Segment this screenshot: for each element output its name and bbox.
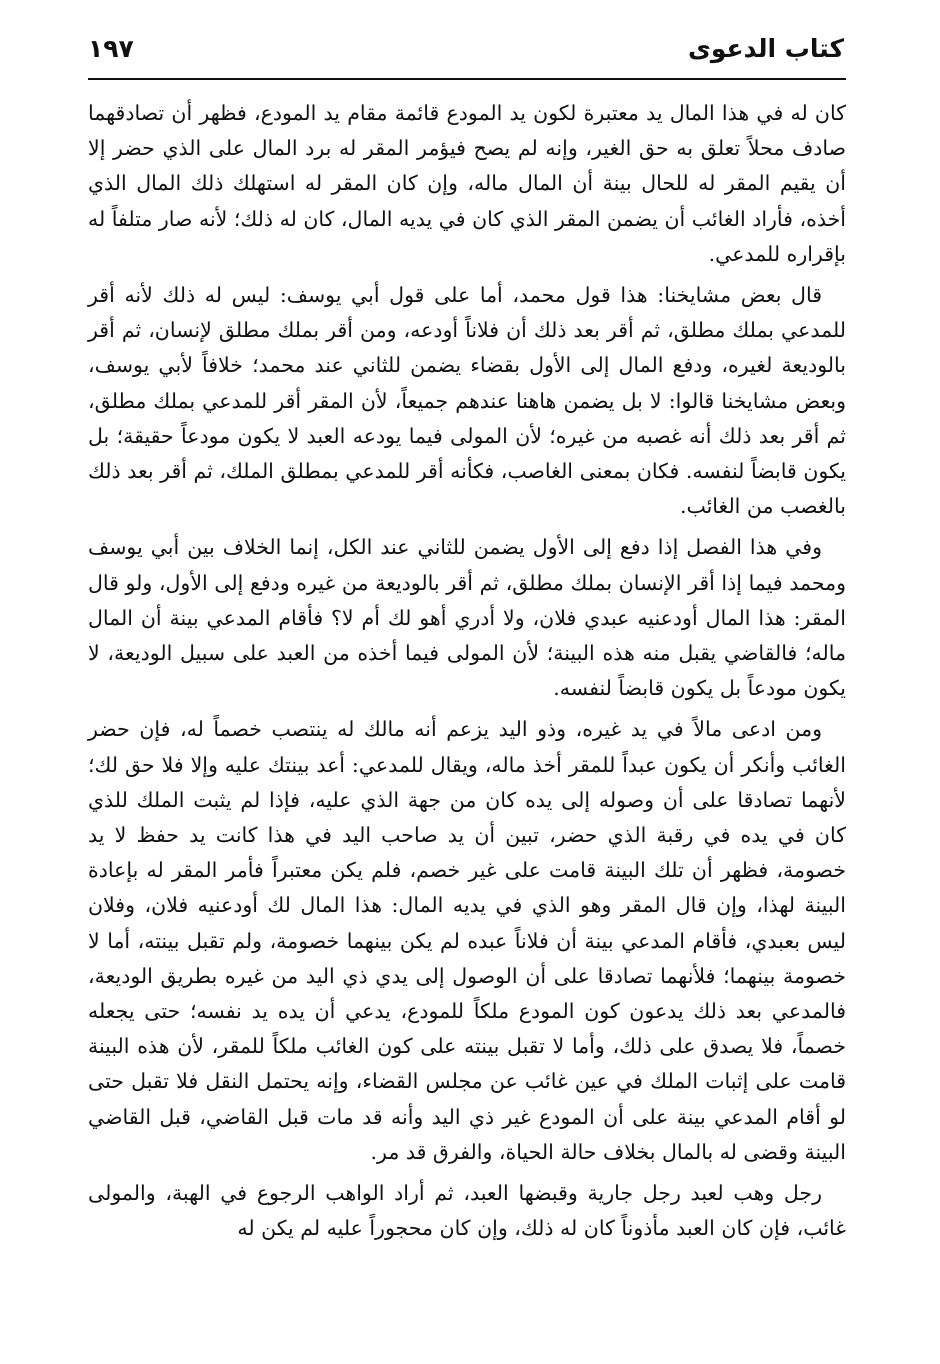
body-text	[88, 96, 846, 1253]
paragraph: ومن ادعى مالاً في يد غيره، وذو اليد يزعم أنه مالك له ينتصب خصماً له، فإن حضر الغائب وأنكر أن يكون عبداً للمقر أخذ ماله، ويقال للمدعي: أعد بينتك عليه وإلا فلا حق لك؛ لأنهما تصادقا على أن وصوله إلى يده كان من جهة الذي عليه، فإذا لم يثبت الملك للذي كان في يده في رقبة الذي حضر، تبين أن يد صاحب اليد في هذا كانت يد حفظ لا يد خصومة، فظهر أن تلك البينة قامت على غير خصم، فلم يكن معتبراً فأمر المقر له بإعادة البينة لهذا، وإن قال المقر وهو الذي في يديه المال: هذا المال لك أودعنيه فلان، وفلان ليس بعبدي، فأقام المدعي بينة أن فلاناً عبده لم يكن بينهما خصومة، ولم تقبل بينته، أما لا خصومة بينهما؛ فلأنهما تصادقا على أن الوصول إلى يدي ذي اليد من غيره بطريق الوديعة، فالمدعي بعد ذلك يدعون كون المودع ملكاً للمودع، يدعي أن يده يد نفسه؛ حتى يجعله خصماً، فلا يصدق على ذلك، وأما لا تقبل بينته على كون الغائب ملكاً للمقر، لأن هذه البينة قامت على إثبات الملك في عين غائب عن مجلس القضاء، وإنه يحتمل النقل فلا تقبل حتى لو أقام المدعي بينة على أن المودع غير ذي اليد وأنه قد مات قبل القاضي، قبل القاضي البينة وقضى له بالمال بخلاف حالة الحياة، والفرق قد مر.	[88, 717, 846, 1164]
paragraph: كان له في هذا المال يد معتبرة لكون يد المودع قائمة مقام يد المودع، فظهر أن تصادقهما صادف محلاً تعلق به حق الغير، وإنه لم يصح فيؤمر المقر له برد المال على الذي حضر إلا أن يقيم المقر له للحال بينة أن المال ماله، وإن كان المقر له استهلك ذلك المال الذي أخذه، فأراد الغائب أن يضمن المقر الذي كان في يديه المال، كان له ذلك؛ لأنه صار متلفاً له بإقراره للمدعي.	[88, 101, 846, 266]
paragraph: وفي هذا الفصل إذا دفع إلى الأول يضمن للثاني عند الكل، إنما الخلاف بين أبي يوسف ومحمد فيما إذا أقر الإنسان بملك مطلق، ثم أقر بالوديعة من غيره ودفع إلى الأول، ولو قال المقر: هذا المال أودعنيه عبدي فلان، ولا أدري أهو لك أم لا؟ فأقام المدعي بينة أن المال ماله؛ فالقاضي يقبل منه هذه البينة؛ لأن المولى فيما أخذه من العبد على سبيل الوديعة، لا يكون مودعاً بل يكون قابضاً لنفسه.	[88, 535, 846, 701]
header-divider	[88, 78, 846, 80]
paragraph: قال بعض مشايخنا: هذا قول محمد، أما على قول أبي يوسف: ليس له ذلك لأنه أقر للمدعي بملك مطلق، ثم أقر بعد ذلك أن فلاناً أودعه، ومن أقر بملك مطلق لإنسان، ثم أقر بالوديعة لغيره، ودفع المال إلى الأول بقضاء يضمن للثاني عند محمد؛ خلافاً لأبي يوسف، وبعض مشايخنا قالوا: لا بل يضمن هاهنا عندهم جميعاً، لأن المقر أقر للمدعي بملك مطلق، ثم أقر بعد ذلك أنه غصبه من غيره؛ لأن المولى فيما يودعه العبد لا يكون مودعاً حقيقة؛ بل يكون قابضاً لنفسه. فكان بمعنى الغاصب، فكأنه أقر للمدعي بمطلق الملك، ثم أقر بعد ذلك بالغصب من الغائب.	[88, 283, 846, 519]
page-number: ١٩٧	[88, 34, 134, 63]
paragraph: رجل وهب لعبد رجل جارية وقبضها العبد، ثم أراد الواهب الرجوع في الهبة، والمولى غائب، فإن كان العبد مأذوناً كان له ذلك، وإن كان محجوراً عليه لم يكن له	[88, 1181, 846, 1241]
page-header	[88, 30, 844, 76]
running-title: كتاب الدعوى	[687, 34, 844, 63]
